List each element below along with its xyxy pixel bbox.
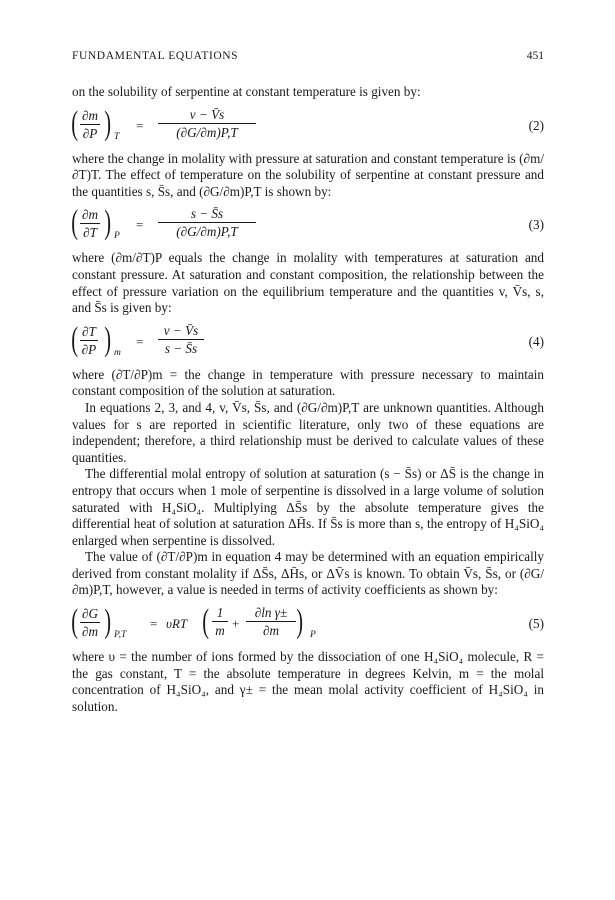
paragraph: The differential molal entropy of solution at saturation (s − S̄s) or ΔS̄ is the change in entropy that occurs when 1 mole of serpentine is dissolved in a large volume of solution saturated with H₄SiO₄. Multiplying ΔS̄s by the absolute temperature gives the differential heat of solution at saturation ΔH̄s. If S̄s is more than s, the entropy of H₄SiO₄ enlarged when serpentine is dissolved. (72, 466, 544, 548)
paragraph: where (∂T/∂P)m = the change in temperature with pressure necessary to maintain constant composition of the solution at saturation. (72, 366, 544, 399)
paragraph: on the solubility of serpentine at constant temperature is given by: (72, 84, 421, 99)
paragraph: In equations 2, 3, and 4, v, V̄s, S̄s, and (∂G/∂m)P,T are unknown quantities. Although values for s are reported in scientific literature, only two of these equations are independent; therefore, a third relationship must be derived to calculate values of these quantities. (72, 399, 544, 465)
equation-2: ( $\frac{\partial m}{\partial P}$ ) T = v − V̄s (∂G/∂m)P,T (2) (71, 104, 544, 142)
equation-number: (3) (528, 217, 544, 233)
equation-number: (5) (528, 616, 544, 632)
paragraph: where υ = the number of ions formed by the dissociation of one H₄SiO₄ molecule, R = the gas constant, T = the absolute temperature in degrees Kelvin, m = the molal concentration of H₄SiO₄, and γ± = the mean molal activity coefficient of H₄SiO₄ in solution. (72, 649, 544, 714)
page-header (72, 50, 544, 66)
equation-number: (2) (528, 117, 544, 133)
paragraph: The value of (∂T/∂P)m in equation 4 may be determined with an equation empirically derived from constant molality if ΔS̄s, ΔH̄s, or ΔV̄s is known. To obtain V̄s, S̄s, or (∂G/∂m)P,T, however, a value is needed in terms of activity coefficients as shown by: (72, 549, 544, 598)
equation-5: ( $\frac{\partial G}{\partial m}$ ) P,T = υRT ( 1 m + ∂ln γ± ∂m ) P (5) (71, 603, 544, 641)
paragraph: where (∂m/∂T)P equals the change in molality with temperatures at saturation and constant pressure. At saturation and constant composition, the relationship between the effect of pressure variation on the equilibrium temperature and the quantities v, V̄s, s, and S̄s is given by: (72, 250, 544, 316)
page-number: 451 (526, 50, 544, 62)
paragraph: where the change in molality with pressure at saturation and constant temperature is (∂m/∂T)T. The effect of temperature on the solubility of serpentine at constant pressure and the quantities s, S̄s, and (∂G/∂m)P,T is shown by: (72, 150, 544, 199)
body-text (72, 84, 544, 715)
equation-number: (4) (528, 333, 544, 349)
equation-4: ( $\frac{\partial T}{\partial P}$ ) m = v − V̄s s − S̄s (4) (71, 320, 544, 358)
equation-3: ( $\frac{\partial m}{\partial T}$ ) P = s − S̄s (∂G/∂m)P,T (3) (71, 204, 544, 242)
running-head: FUNDAMENTAL EQUATIONS (72, 50, 239, 62)
